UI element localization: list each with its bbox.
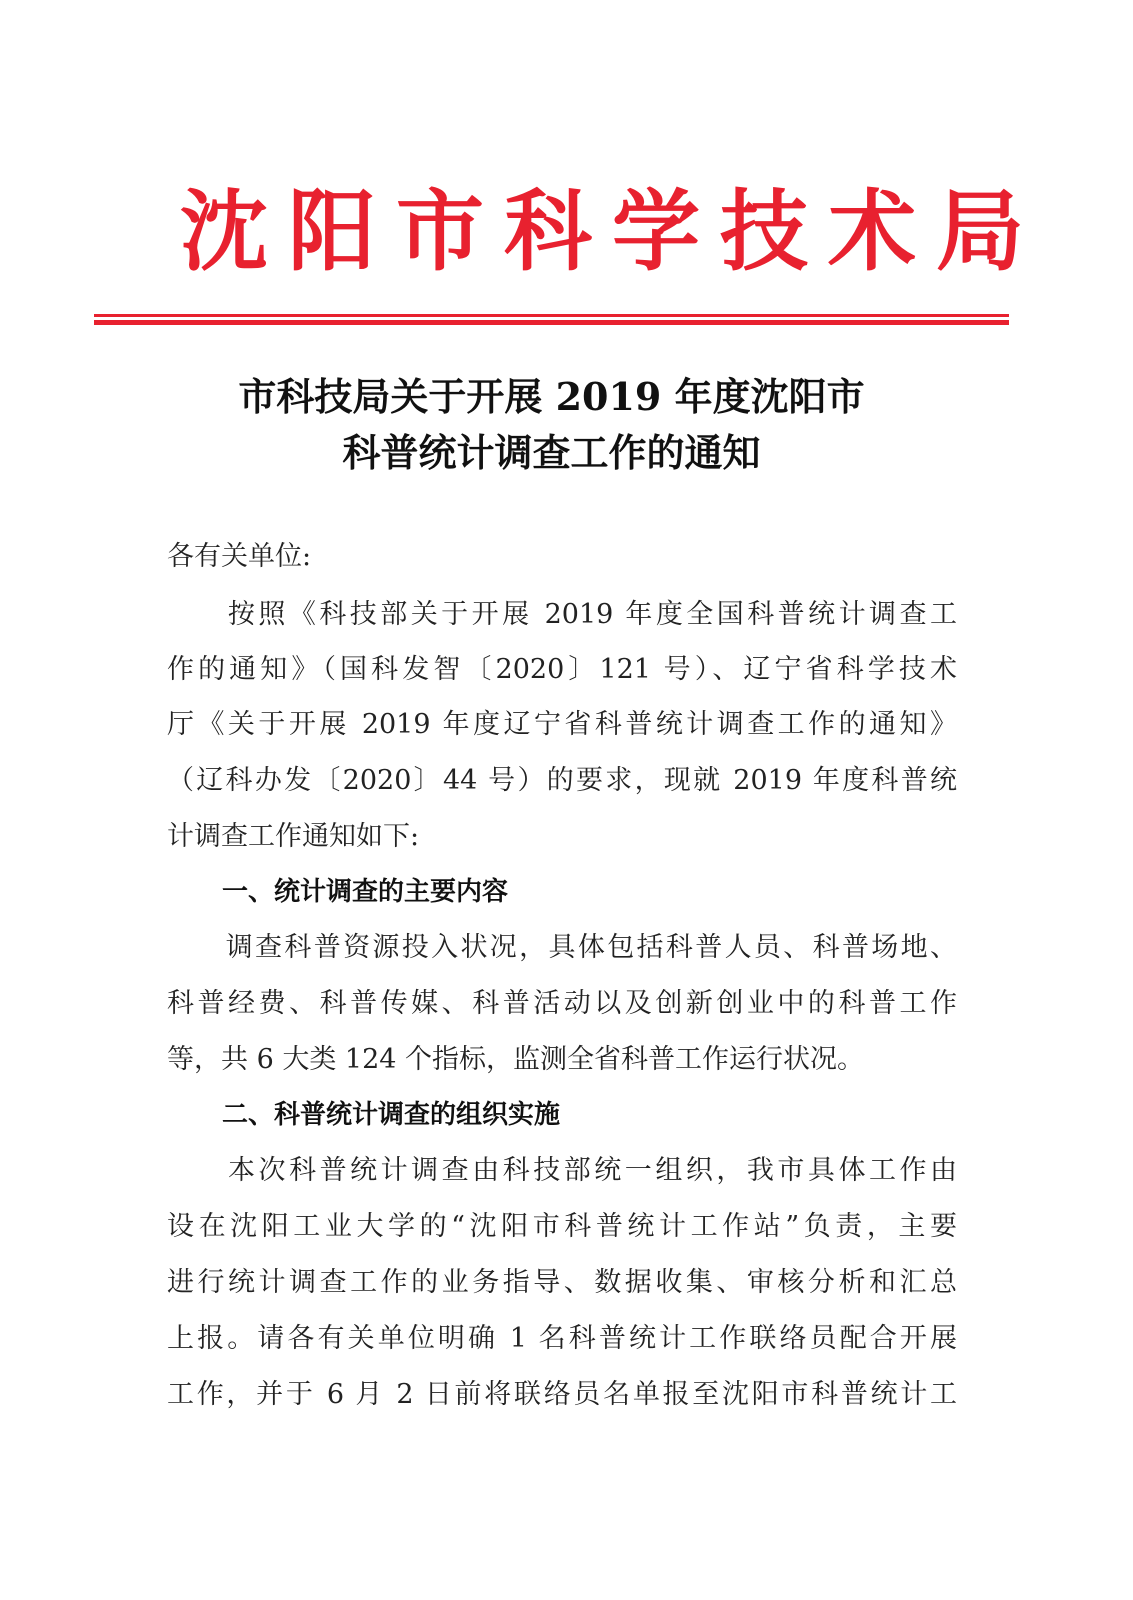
section-1-line: 等，共 6 大类 124 个指标，监测全省科普工作运行状况。 [167, 1044, 865, 1075]
document-title-line-1: 市科技局关于开展 2019 年度沈阳市 [238, 374, 865, 419]
section-2-line: 本次科普统计调查由科技部统一组织，我市具体工作由 [167, 1155, 957, 1186]
section-1-line: 调查科普资源投入状况，具体包括科普人员、科普场地、 [167, 932, 957, 963]
document-title-line-2: 科普统计调查工作的通知 [342, 430, 761, 475]
letterhead-rule-thin [94, 314, 1009, 317]
section-2-line: 进行统计调查工作的业务指导、数据收集、审核分析和汇总 [167, 1267, 957, 1298]
section-heading-2: 二、科普统计调查的组织实施 [222, 1100, 561, 1130]
body-line: （辽科办发〔2020〕44 号）的要求，现就 2019 年度科普统 [167, 765, 957, 796]
section-2-line: 上报。请各有关单位明确 1 名科普统计工作联络员配合开展 [167, 1323, 957, 1354]
letterhead-title: 沈阳市科学技术局 [180, 180, 1045, 283]
body-line: 厅《关于开展 2019 年度辽宁省科普统计调查工作的通知》 [167, 709, 957, 740]
body-line: 作的通知》（国科发智〔2020〕121 号）、辽宁省科学技术 [167, 654, 957, 685]
section-2-line: 工作，并于 6 月 2 日前将联络员名单报至沈阳市科普统计工 [167, 1379, 957, 1410]
letterhead-rule-thick [94, 320, 1009, 325]
section-1-line: 科普经费、科普传媒、科普活动以及创新创业中的科普工作 [167, 988, 957, 1019]
body-line: 按照《科技部关于开展 2019 年度全国科普统计调查工 [167, 599, 957, 630]
body-line: 计调查工作通知如下: [167, 821, 420, 852]
section-2-line: 设在沈阳工业大学的“沈阳市科普统计工作站”负责，主要 [167, 1211, 957, 1242]
section-heading-1: 一、统计调查的主要内容 [222, 877, 509, 907]
salutation: 各有关单位: [167, 541, 312, 572]
